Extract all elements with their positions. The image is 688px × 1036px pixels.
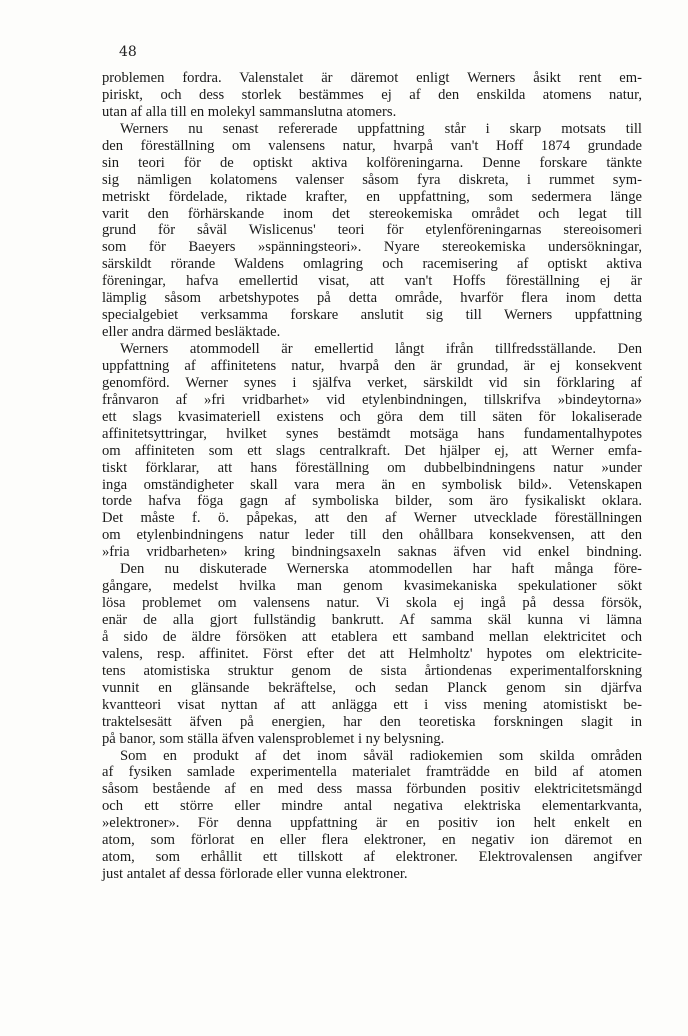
text-line: frånvaron af »fri vridbarhet» vid etylenbindningen, tillskrifva »bindeytorna»	[102, 391, 642, 408]
text-line: »fria vridbarheten» kring bindningsaxeln saknas äfven vid enkel bindning.	[102, 544, 642, 561]
text-line: på banor, som ställa äfven valensproblemet i ny belysning.	[102, 730, 445, 747]
text-line: den föreställning om valensens natur, hvarpå van't Hoff 1874 grundade	[102, 137, 642, 154]
text-line: sin teori för de optiskt aktiva kolföreningarna. Denne forskare tänkte	[102, 154, 642, 171]
text-line: tiskt förklarar, att hans föreställning om dubbelbindningens natur »under	[102, 459, 642, 476]
text-line: lösa problemet om valensens natur. Vi skola ej ingå på dessa försök,	[102, 595, 642, 612]
text-line: piriskt, och dess storlek bestämmes ej af den enskilda atomens natur,	[102, 86, 642, 103]
text-line: vunnit en glänsande bekräftelse, och sedan Planck genom sin djärfva	[102, 679, 642, 696]
text-line: utan af alla till en molekyl sammanslutna atomers.	[102, 103, 397, 120]
text-line: problemen fordra. Valenstalet är däremot enligt Werners åsikt rent em-	[102, 70, 642, 86]
text-line: »elektroner». För denna uppfattning är en positiv ion helt enkelt en	[102, 815, 642, 832]
text-line: ett slags kvasimateriell existens och göra dem till säten för lokaliserade	[102, 408, 642, 425]
text-line: särskildt rörande Waldens omlagring och racemisering af optiskt aktiva	[102, 256, 642, 273]
text-line: genomförd. Werner synes i själfva verket, särskildt vid sin förklaring af	[102, 374, 642, 391]
text-line: Werners nu senast refererade uppfattning står i skarp motsats till	[120, 120, 642, 137]
text-line: just antalet af dessa förlorade eller vunna elektroner.	[102, 866, 408, 883]
text-line: tens atomistiska struktur genom de sista årtiondenas experimentalforskning	[102, 662, 642, 679]
text-line: Werners atommodell är emellertid långt ifrån tillfredsställande. Den	[120, 341, 642, 357]
text-line: grund för såväl Wislicenus' teori för etylenföreningarnas stereoisomeri	[102, 222, 642, 239]
text-line: enär de alla gjort fullständig bankrutt. Af samma skäl kunna vi lämna	[102, 612, 642, 628]
text-line: atom, som förlorat en eller flera elektroner, en negativ ion däremot en	[102, 832, 642, 849]
text-line: om etylenbindningens natur leder till den ohållbara konsekvensen, att den	[102, 527, 642, 544]
text-line: sig nämligen kolatomens valenser såsom fyra diskreta, i rummet sym-	[102, 171, 642, 188]
text-line: gångare, medelst hvilka man genom kvasimekaniska spekulationer sökt	[102, 578, 642, 595]
text-line: inga omständigheter skall vara mera än en symbolisk bild». Vetenskapen	[102, 476, 642, 493]
text-line: å sido de äldre försöken att etablera ett samband mellan elektricitet och	[102, 628, 642, 645]
text-line: Den nu diskuterade Wernerska atommodellen har haft många före-	[120, 561, 642, 578]
text-line: atom, som erhållit ett tillskott af elektroner. Elektrovalensen angifver	[102, 849, 642, 866]
text-line: om affiniteten som ett slags centralkraft. Det hjälper ej, att Werner emfa-	[102, 442, 642, 459]
text-line: föreningar, hafva emellertid visat, att van't Hoffs föreställning ej är	[102, 273, 642, 290]
text-line: varit den förhärskande inom det stereokemiska området och legat till	[102, 205, 642, 222]
text-line: lämplig såsom arbetshypotes på detta område, hvarför flera inom detta	[102, 290, 642, 307]
text-line: som för Baeyers »spänningsteori». Nyare stereokemiska undersökningar,	[102, 239, 642, 256]
text-line: traktelsesätt äfven på energien, har den teoretiska forskningen slagit in	[102, 713, 642, 730]
text-line: och ett större eller mindre antal negativa elektriska elementarkvanta,	[102, 798, 642, 815]
text-line: eller andra därmed besläktade.	[102, 324, 281, 341]
text-line: Som en produkt af det inom såväl radiokemien som skilda områden	[120, 747, 642, 764]
text-line: metriskt fördelade, riktade krafter, en uppfattning, som sedermera länge	[102, 188, 642, 205]
text-line: såsom bestående af en med dess massa förbunden positiv elektricitetsmängd	[102, 781, 642, 798]
body-text	[102, 70, 642, 883]
text-line: uppfattning af affinitetens natur, hvarpå den är grundad, är ej konsekvent	[102, 357, 642, 374]
page-number: 48	[119, 44, 137, 60]
text-line: specialgebiet verksamma forskare anslutit sig till Werners uppfattning	[102, 307, 642, 324]
text-line: torde hafva föga gagn af symboliska bilder, som äro fysikaliskt oklara.	[102, 493, 642, 510]
text-line: kvantteori visat nyttan af att anlägga ett i viss mening atomistiskt be-	[102, 696, 642, 713]
text-line: affinitetsyttringar, hvilket synes bestämdt motsäga hans fundamentalhypotes	[102, 425, 642, 442]
text-line: af fysiken samlade experimentella materialet framträdde en bild af atomen	[102, 764, 642, 781]
text-line: Det måste f. ö. påpekas, att den af Werner utvecklade föreställningen	[102, 510, 642, 527]
text-line: valens, resp. affinitet. Först efter det att Helmholtz' hypotes om elektricite-	[102, 645, 642, 662]
